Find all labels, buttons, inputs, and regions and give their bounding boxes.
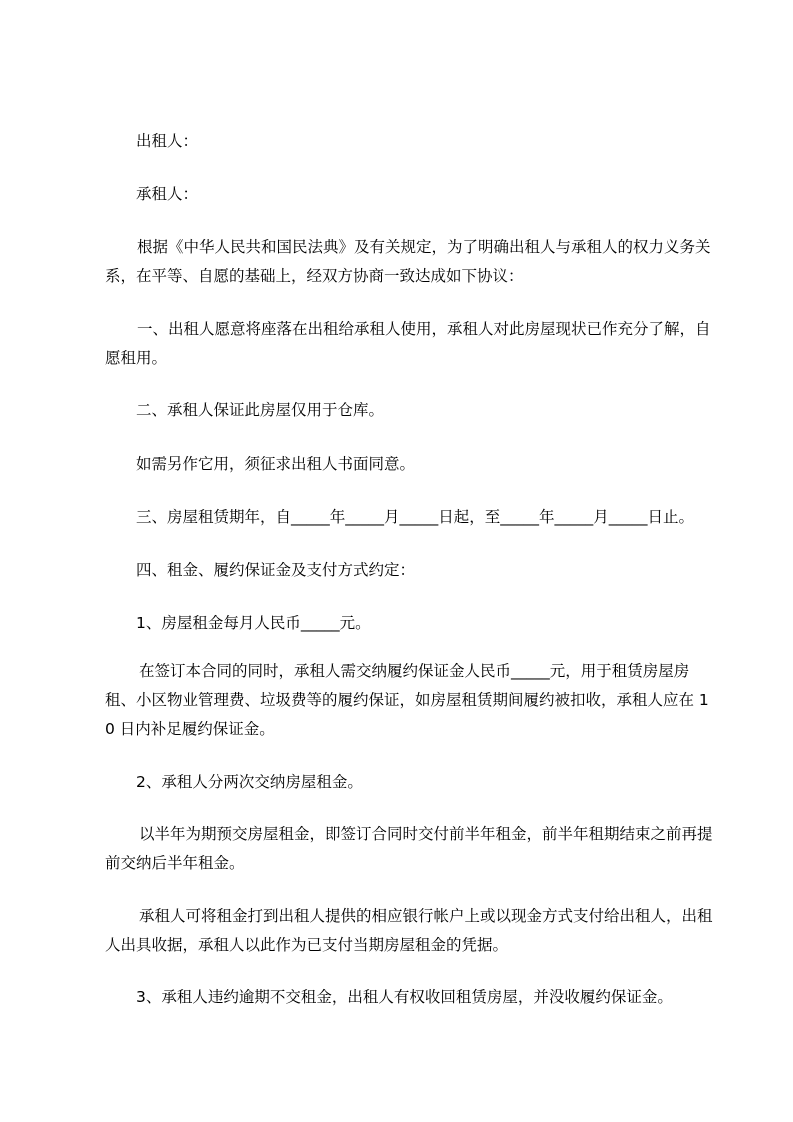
preamble-paragraph: 根据《中华人民共和国民法典》及有关规定，为了明确出租人与承租人的权力义务关系，在平等、自愿的基础上，经双方协商一致达成如下协议： — [105, 238, 711, 285]
deposit-paragraph: 在签订本合同的同时，承租人需交纳履约保证金人民币_____元，用于租赁房屋房租、小区物业管理费、垃圾费等的履约保证，如房屋租赁期间履约被扣收，承租人应在 10 日内补足履约保证金。 — [105, 662, 709, 738]
prepayment-paragraph: 以半年为期预交房屋租金，即签订合同时交付前半年租金，前半年租期结束之前再提前交纳后半年租金。 — [105, 825, 713, 872]
clause-4-heading: 四、租金、履约保证金及支付方式约定： — [136, 561, 416, 579]
payment-method-paragraph: 承租人可将租金打到出租人提供的相应银行帐户上或以现金方式支付给出租人，出租人出具收据，承租人以此作为已支付当期房屋租金的凭据。 — [105, 907, 713, 954]
lessor-label: 出租人： — [136, 132, 199, 150]
clause-2-note-paragraph: 如需另作它用，须征求出租人书面同意。 — [136, 455, 416, 473]
clause-1-paragraph: 一、出租人愿意将座落在出租给承租人使用，承租人对此房屋现状已作充分了解，自愿租用。 — [105, 320, 711, 367]
clause-4-1-paragraph: 1、房屋租金每月人民币_____元。 — [136, 614, 371, 632]
lessee-label: 承租人： — [136, 185, 199, 203]
clause-4-2-paragraph: 2、承租人分两次交纳房屋租金。 — [136, 773, 363, 791]
clause-3-paragraph: 三、房屋租赁期年，自_____年_____月_____日起，至_____年_____月_____日止。 — [136, 508, 695, 526]
clause-4-3-paragraph: 3、承租人违约逾期不交租金，出租人有权收回租赁房屋，并没收履约保证金。 — [136, 988, 673, 1006]
clause-2-paragraph: 二、承租人保证此房屋仅用于仓库。 — [136, 401, 385, 419]
